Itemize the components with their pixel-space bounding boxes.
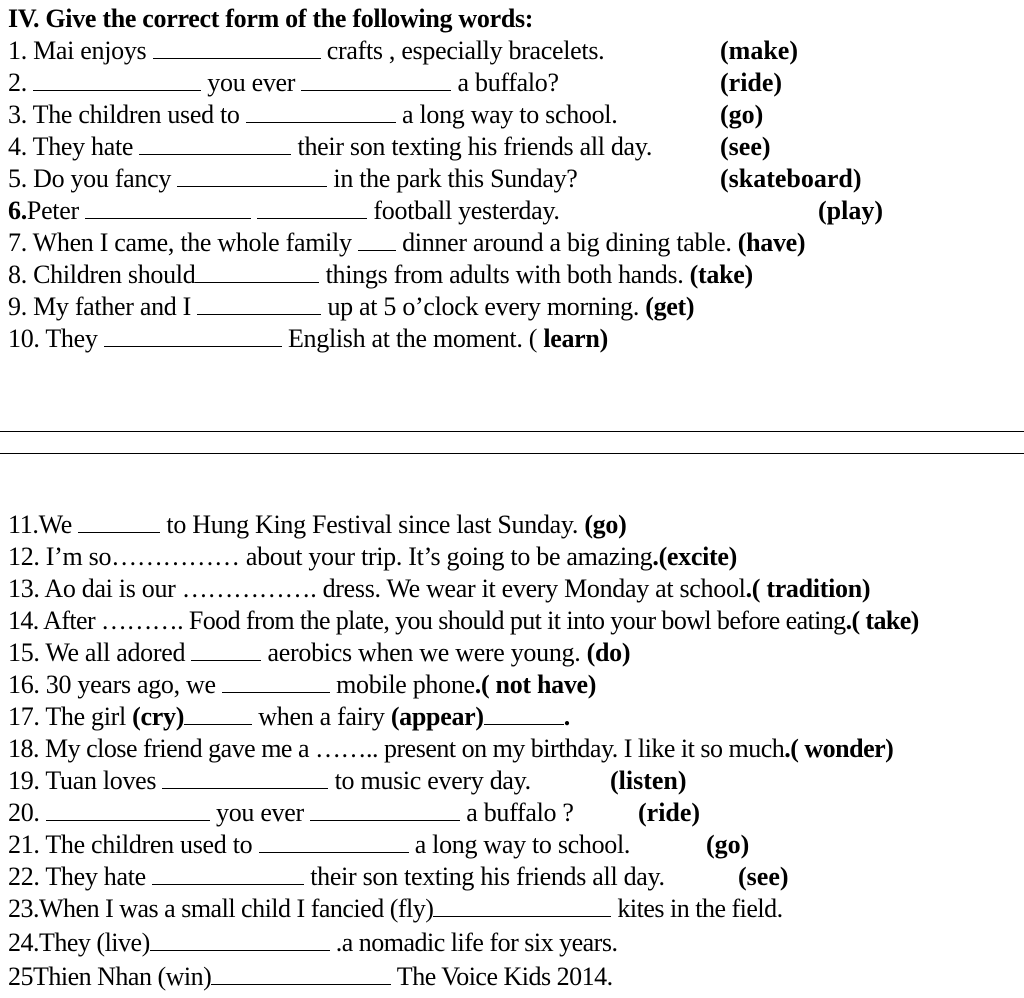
- item-text: .: [563, 702, 570, 731]
- item-text: 9. My father and I: [8, 292, 198, 321]
- word-hint: .( take): [845, 606, 919, 635]
- word-hint: (play): [818, 196, 883, 225]
- exercise-item-20: [8, 798, 574, 828]
- item-text: mobile phone: [329, 670, 475, 699]
- item-text: 7. When I came, the whole family: [8, 228, 358, 257]
- answer-blank[interactable]: [78, 510, 160, 533]
- exercise-item-2: [8, 68, 559, 98]
- answer-blank[interactable]: [184, 702, 252, 725]
- item-text: 13. Ao dai is our ……………. dress. We wear it every Monday at school: [8, 574, 746, 603]
- answer-blank[interactable]: [433, 894, 611, 917]
- item-text: 22. They hate: [8, 862, 153, 891]
- item-text: 3. The children used to: [8, 100, 246, 129]
- answer-blank[interactable]: [259, 830, 409, 853]
- answer-blank[interactable]: [46, 798, 210, 821]
- item-text: in the park this Sunday?: [327, 164, 578, 193]
- item-text: 2.: [8, 68, 34, 97]
- exercise-item-14: [8, 606, 919, 636]
- item-text: their son texting his friends all day.: [291, 132, 653, 161]
- item-text: a long way to school.: [408, 830, 631, 859]
- word-hint: (listen): [610, 766, 687, 795]
- exercise-item-8: [8, 260, 753, 290]
- exercise-item-23: [8, 894, 783, 924]
- word-hint: .( not have): [474, 670, 597, 699]
- word-hint: (make): [720, 36, 798, 65]
- word-hint: (go): [720, 100, 764, 129]
- item-text: to Hung King Festival since last Sunday.: [160, 510, 585, 539]
- answer-blank[interactable]: [195, 260, 319, 283]
- word-hint: learn): [543, 324, 608, 353]
- answer-blank[interactable]: [197, 292, 321, 315]
- item-text: crafts , especially bracelets.: [320, 36, 605, 65]
- item-text: a buffalo ?: [460, 798, 574, 827]
- word-hint: (ride): [638, 798, 701, 827]
- word-hint: (have): [737, 228, 806, 257]
- exercise-item-12: [8, 542, 737, 572]
- divider-bottom: [0, 453, 1024, 454]
- item-text: Peter: [26, 196, 86, 225]
- item-text: 19. Tuan loves: [8, 766, 163, 795]
- item-text: 11.We: [8, 510, 79, 539]
- answer-blank[interactable]: [104, 324, 282, 347]
- item-text: 5. Do you fancy: [8, 164, 178, 193]
- cropped-text-fragment: [792, 0, 802, 3]
- word-hint: (see): [720, 132, 771, 161]
- item-text: a buffalo?: [451, 68, 559, 97]
- exercise-item-19: [8, 766, 531, 796]
- item-text: 10. They: [8, 324, 104, 353]
- item-text: 17. The girl: [8, 702, 133, 731]
- item-text: .a nomadic life for six years.: [329, 928, 618, 957]
- exercise-item-4: [8, 132, 652, 162]
- item-text: to music every day.: [328, 766, 531, 795]
- item-text: 25Thien Nhan (win): [8, 962, 212, 991]
- exercise-item-24: [8, 928, 617, 958]
- item-text: 1. Mai enjoys: [8, 36, 153, 65]
- exercise-item-25: [8, 962, 613, 992]
- answer-blank[interactable]: [177, 164, 327, 187]
- item-text: 8. Children should: [8, 260, 196, 289]
- answer-blank[interactable]: [484, 702, 564, 725]
- answer-blank[interactable]: [358, 228, 396, 251]
- answer-blank[interactable]: [222, 670, 330, 693]
- answer-blank[interactable]: [257, 196, 367, 219]
- item-text: up at 5 o’clock every morning.: [321, 292, 646, 321]
- exercise-item-11: [8, 510, 626, 540]
- answer-blank[interactable]: [153, 36, 321, 59]
- exercise-item-18: [8, 734, 893, 764]
- answer-blank[interactable]: [301, 68, 451, 91]
- exercise-item-10: [8, 324, 608, 354]
- item-text: when a fairy: [252, 702, 391, 731]
- exercise-item-13: [8, 574, 870, 604]
- word-hint: (ride): [720, 68, 783, 97]
- word-hint: (skateboard): [720, 164, 862, 193]
- exercise-item-9: [8, 292, 694, 322]
- word-hint: .( tradition): [745, 574, 871, 603]
- item-text: 12. I’m so…………… about your trip. It’s going to be amazing: [8, 542, 653, 571]
- answer-blank[interactable]: [33, 68, 201, 91]
- word-hint: (do): [586, 638, 631, 667]
- answer-blank[interactable]: [150, 928, 330, 951]
- item-text: a long way to school.: [395, 100, 618, 129]
- word-hint: (get): [645, 292, 695, 321]
- word-hint: .(excite): [652, 542, 737, 571]
- item-text: their son texting his friends all day.: [304, 862, 665, 891]
- answer-blank[interactable]: [152, 862, 304, 885]
- item-text: 18. My close friend gave me a …….. present on my birthday. I like it so much: [8, 734, 785, 763]
- item-text: you ever: [201, 68, 302, 97]
- answer-blank[interactable]: [162, 766, 328, 789]
- item-text: kites in the field.: [611, 894, 783, 923]
- answer-blank[interactable]: [191, 638, 261, 661]
- word-hint: .( wonder): [784, 734, 894, 763]
- word-hint: (go): [584, 510, 627, 539]
- exercise-item-16: [8, 670, 596, 700]
- item-text: 16. 30 years ago, we: [8, 670, 222, 699]
- item-number: 6.: [8, 196, 27, 225]
- item-text: The Voice Kids 2014.: [391, 962, 613, 991]
- word-hint: (see): [738, 862, 789, 891]
- item-text: football yesterday.: [367, 196, 560, 225]
- answer-blank[interactable]: [246, 100, 396, 123]
- answer-blank[interactable]: [139, 132, 291, 155]
- item-text: dinner around a big dining table.: [395, 228, 738, 257]
- item-text: 15. We all adored: [8, 638, 192, 667]
- exercise-item-5: [8, 164, 578, 194]
- item-text: things from adults with both hands.: [319, 260, 690, 289]
- exercise-item-3: [8, 100, 617, 130]
- divider-top: [0, 431, 1024, 432]
- item-text: English at the moment. (: [281, 324, 544, 353]
- item-text: aerobics when we were young.: [261, 638, 587, 667]
- word-hint: (take): [689, 260, 753, 289]
- exercise-item-6: [8, 196, 560, 226]
- item-text: 21. The children used to: [8, 830, 259, 859]
- exercise-item-22: [8, 862, 665, 892]
- word-hint: (cry): [132, 702, 185, 731]
- exercise-item-21: [8, 830, 630, 860]
- section-heading: IV. Give the correct form of the following words:: [8, 4, 534, 33]
- exercise-item-17: [8, 702, 570, 732]
- word-hint: (go): [706, 830, 750, 859]
- item-text: 24.They (live): [8, 928, 150, 957]
- item-text: 23.When I was a small child I fancied (fly): [8, 894, 434, 923]
- answer-blank[interactable]: [85, 196, 251, 219]
- word-hint: (appear): [390, 702, 484, 731]
- exercise-item-7: [8, 228, 805, 258]
- item-text: you ever: [209, 798, 311, 827]
- answer-blank[interactable]: [211, 962, 391, 985]
- exercise-item-1: [8, 36, 604, 66]
- answer-blank[interactable]: [310, 798, 460, 821]
- item-text: 20.: [8, 798, 46, 827]
- exercise-item-15: [8, 638, 630, 668]
- item-text: 14. After ………. Food from the plate, you should put it into your bowl before eating: [8, 606, 846, 635]
- item-text: 4. They hate: [8, 132, 140, 161]
